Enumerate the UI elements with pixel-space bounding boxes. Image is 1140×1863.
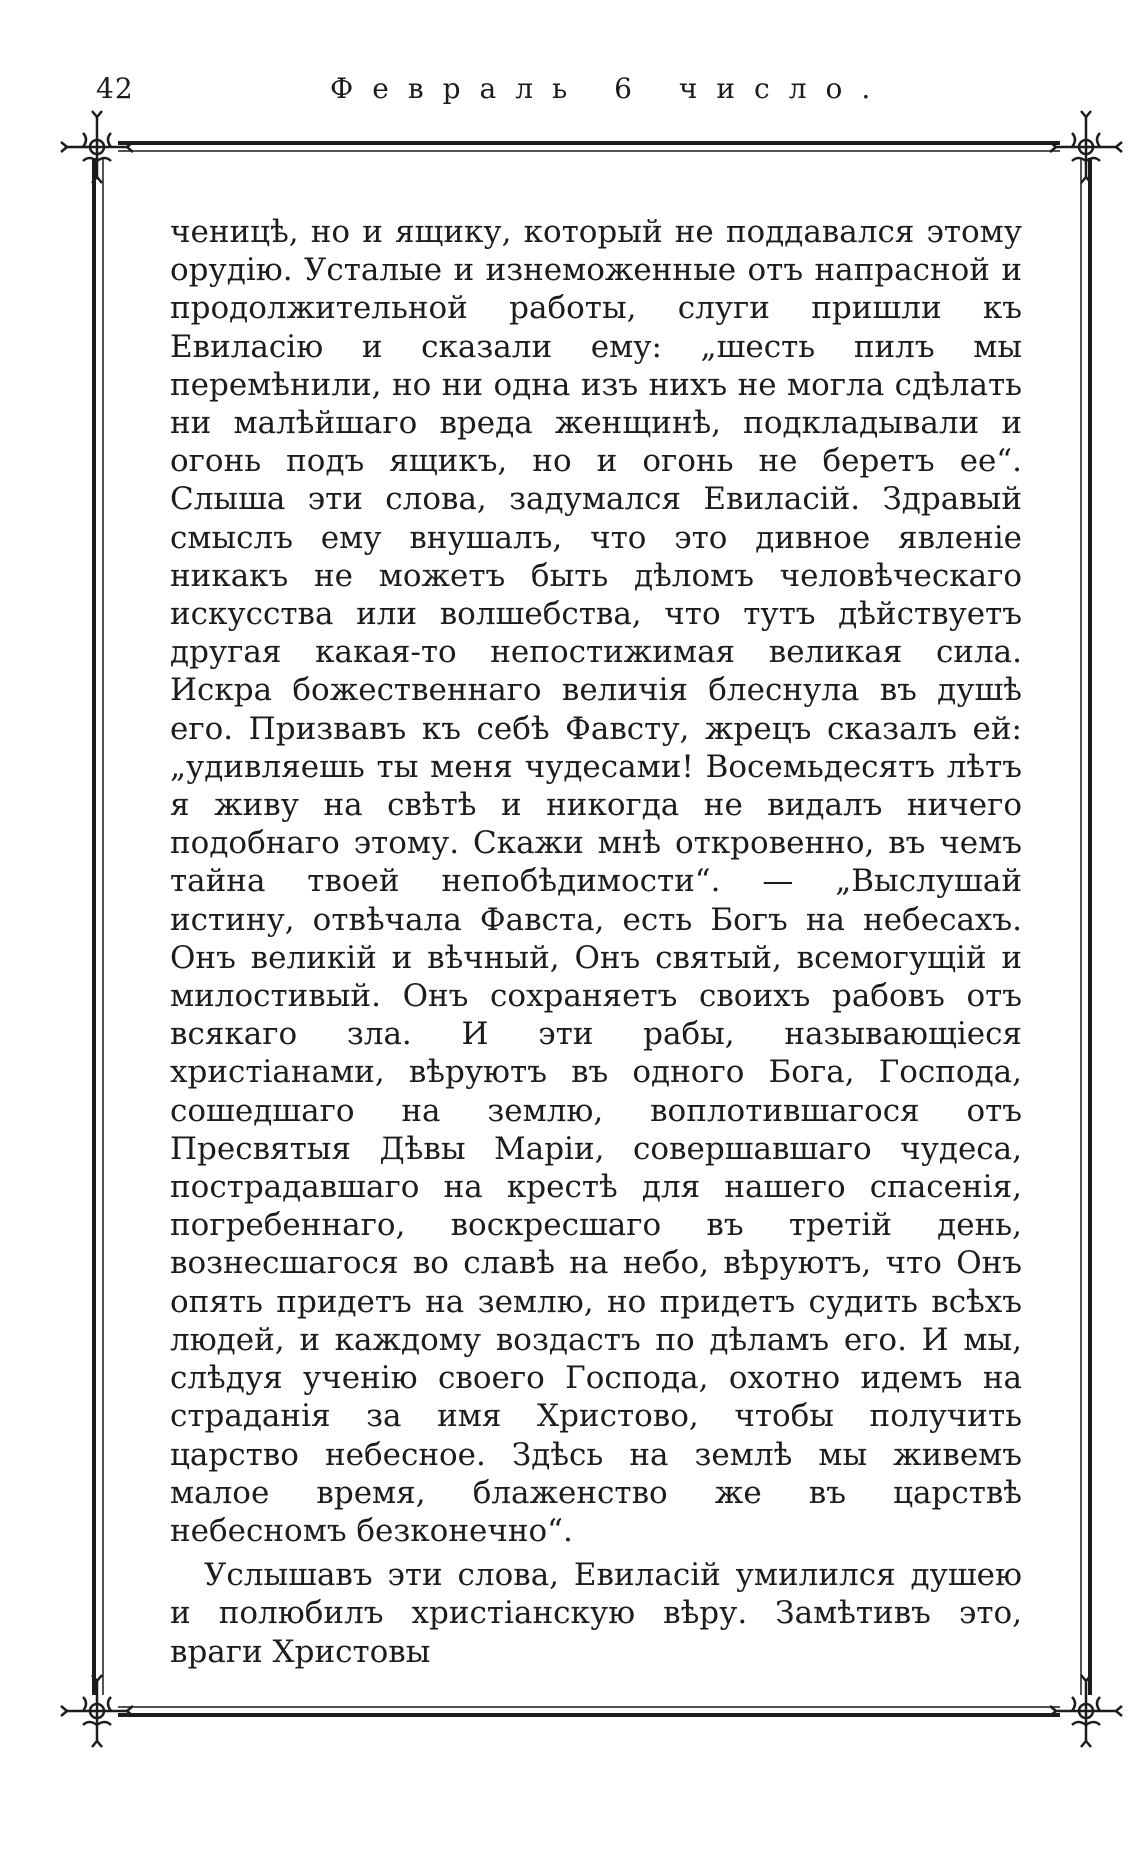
corner-ornament-bottom-left	[61, 1675, 133, 1747]
page-number: 42	[96, 72, 134, 105]
corner-ornament-top-left	[61, 111, 133, 183]
main-text	[170, 213, 1022, 1671]
corner-ornament-bottom-right	[1050, 1675, 1122, 1747]
paragraph: Услышавъ эти слова, Евиласій умилился душею и полюбилъ христіанскую вѣру. Замѣтивъ это, враги Христовы	[170, 1557, 1022, 1670]
corner-ornament-top-right	[1050, 111, 1122, 183]
running-title: Февраль 6 число.	[330, 72, 890, 105]
paragraph: ченицѣ, но и ящику, который не поддавался этому орудію. Усталые и изнеможенные отъ напрасной и продолжительной работы, слуги пришли къ Евиласію и сказали ему: „шесть пилъ мы перемѣнили, но ни одна изъ нихъ не могла сдѣлать ни малѣйшаго вреда женщинѣ, подкладывали и огонь подъ ящикъ, но и огонь не беретъ ее“. Слыша эти слова, задумался Евиласій. Здравый смыслъ ему внушалъ, что это дивное явленіе никакъ не можетъ быть дѣломъ человѣческаго искусства или волшебства, что тутъ дѣйствуетъ другая какая-то непостижимая великая сила. Искра божественнаго величія блеснула въ душѣ его. Призвавъ къ себѣ Фавсту, жрецъ сказалъ ей: „удивляешь ты меня чудесами! Восемьдесятъ лѣтъ я живу на свѣтѣ и никогда не видалъ ничего подобнаго этому. Скажи мнѣ откровенно, въ чемъ тайна твоей непобѣдимости“. — „Выслушай истину, отвѣчала Фавста, есть Богъ на небесахъ. Онъ великій и вѣчный, Онъ святый, всемогущій и милостивый. Онъ сохраняетъ своихъ рабовъ отъ всякаго зла. И эти рабы, называющіеся христіанами, вѣруютъ въ одного Бога, Господа, сошедшаго на землю, воплотившагося отъ Пресвятыя Дѣвы Маріи, совершавшаго чудеса, пострадавшаго на крестѣ для нашего спасенія, погребеннаго, воскресшаго въ третій день, вознесшагося во славѣ на небо, вѣруютъ, что Онъ опять придетъ на землю, но придетъ судить всѣхъ людей, и каждому воздастъ по дѣламъ его. И мы, слѣдуя ученію своего Господа, охотно идемъ на страданія за имя Христово, чтобы получить царство небесное. Здѣсь на землѣ мы живемъ малое время, блаженство же въ царствѣ небесномъ безконечно“.	[170, 214, 1022, 1549]
